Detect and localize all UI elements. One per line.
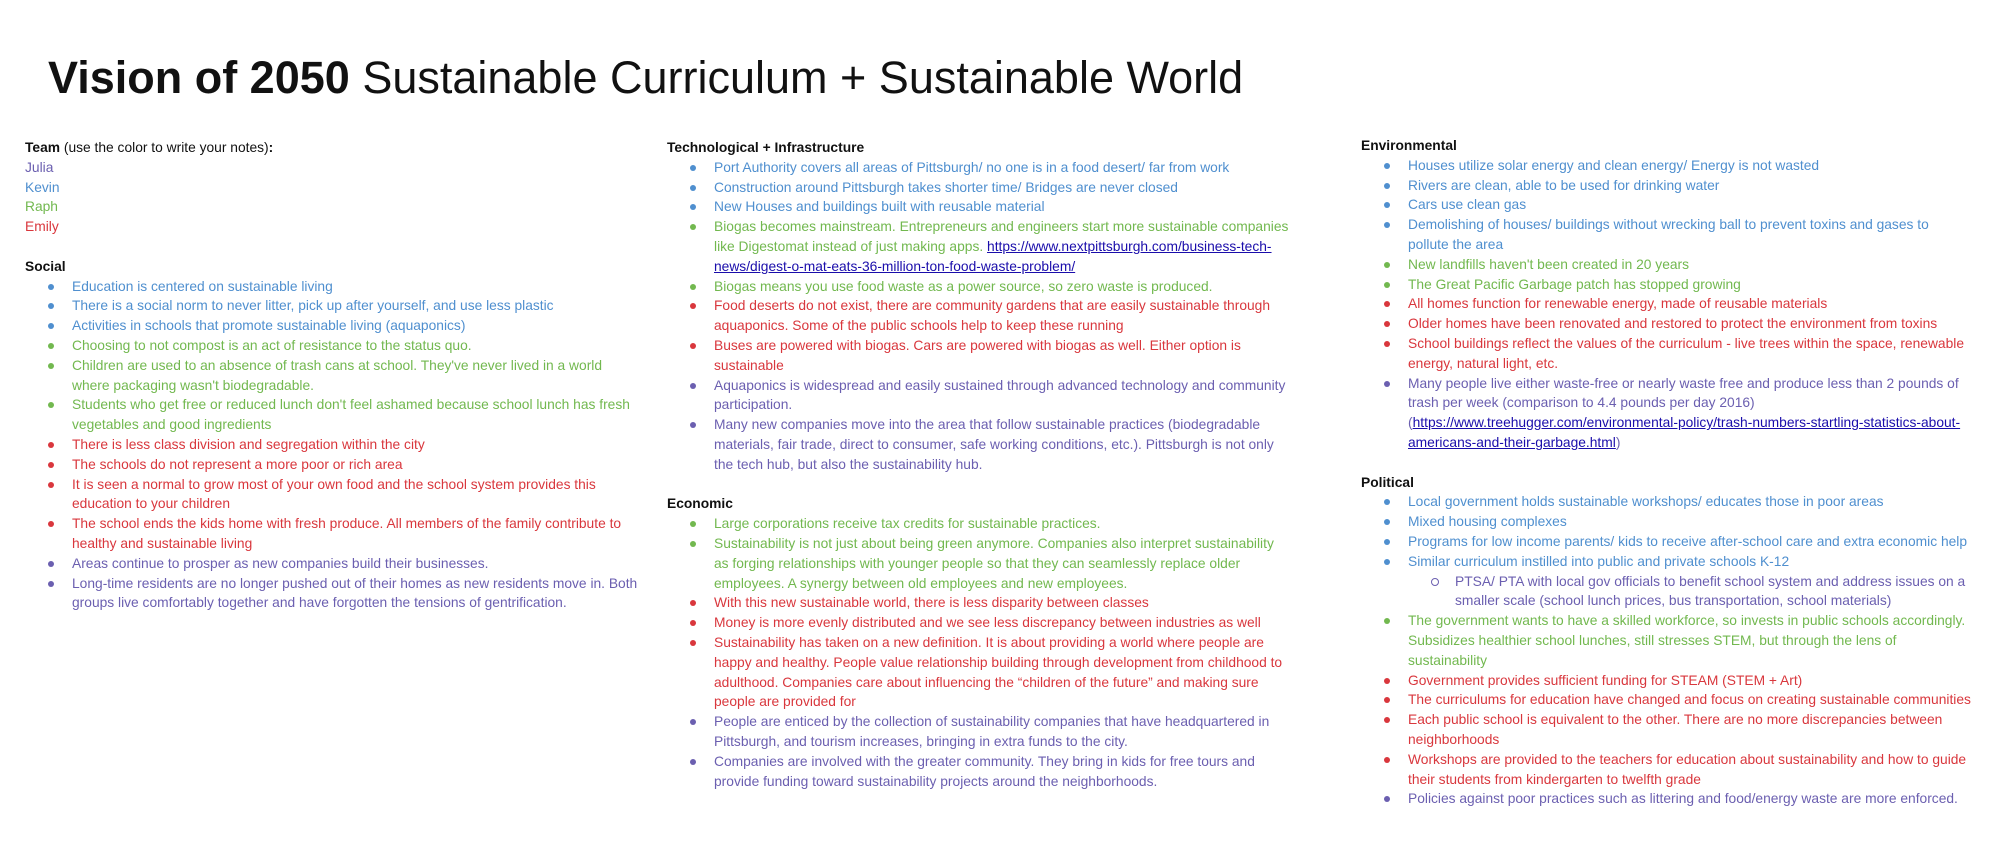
list-item-text: There is a social norm to never litter, pick up after yourself, and use less plastic — [72, 298, 554, 314]
list-item-text: Students who get free or reduced lunch don't feel ashamed because school lunch has fresh vegetables and good ingredients — [72, 397, 630, 433]
reference-link[interactable]: https://www.treehugger.com/environmental-policy/trash-numbers-startling-statistics-about-americans-and-their-garbage.html — [1408, 415, 1961, 450]
bullet-icon — [690, 224, 696, 230]
bullet-icon — [690, 303, 696, 309]
list-item — [1361, 789, 1973, 809]
list-item-text: Programs for low income parents/ kids to receive after-school care and extra economic help — [1408, 533, 1968, 549]
list-item-text: Choosing to not compost is an act of resistance to the status quo. — [72, 337, 472, 353]
list-item — [667, 514, 1292, 534]
list-item — [25, 336, 640, 356]
bullet-icon — [690, 185, 696, 191]
list-item-text: Sustainability is not just about being green anymore. Companies also interpret sustainability as forging relationships with younger people so that they can seamlessly replace older employees. A synergy between old employees and new employees. — [714, 535, 1274, 591]
bullet-icon — [1384, 163, 1390, 169]
environmental-list — [1361, 156, 1973, 453]
list-item-text: School buildings reflect the values of the curriculum - live trees within the space, renewable energy, natural light, etc. — [1408, 335, 1964, 371]
bullet-icon — [1384, 618, 1390, 624]
bullet-icon — [1384, 757, 1390, 763]
list-item — [667, 197, 1292, 217]
link-open-paren: ( — [1408, 415, 1413, 431]
list-item-text: New Houses and buildings built with reusable material — [714, 199, 1045, 215]
list-item — [667, 712, 1292, 752]
list-item-text: Aquaponics is widespread and easily sustained through advanced technology and community participation. — [714, 377, 1286, 413]
list-item — [25, 395, 640, 435]
list-item — [667, 415, 1292, 474]
economic-heading: Economic — [667, 496, 733, 512]
team-member: Emily — [25, 219, 59, 235]
list-item — [1361, 690, 1973, 710]
list-item-text: Houses utilize solar energy and clean energy/ Energy is not wasted — [1408, 157, 1820, 173]
list-item — [25, 356, 640, 396]
list-item-text: Large corporations receive tax credits for sustainable practices. — [714, 516, 1101, 532]
column-middle — [667, 138, 1292, 791]
list-item-text: New landfills haven't been created in 20 years — [1408, 256, 1690, 272]
list-item — [667, 534, 1292, 593]
list-item-text: People are enticed by the collection of sustainability companies that have headquartered in Pittsburgh, and tourism increases, bringing in extra funds to the city. — [714, 714, 1270, 749]
list-item — [667, 217, 1292, 276]
list-item — [1361, 294, 1973, 314]
bullet-icon — [1384, 519, 1390, 525]
list-item — [1361, 215, 1973, 255]
list-item-text: Buses are powered with biogas. Cars are powered with biogas as well. Either option is sustainable — [714, 337, 1241, 373]
team-label: Team — [25, 140, 61, 155]
list-item — [1361, 611, 1973, 670]
list-item-text: Long-time residents are no longer pushed out of their homes as new residents move in. Both groups live comfortably together and have forgotten the tensions of gentrification. — [72, 575, 638, 611]
list-item-text: Older homes have been renovated and restored to protect the environment from toxins — [1408, 316, 1938, 332]
list-item-text: Port Authority covers all areas of Pittsburgh/ no one is in a food desert/ far from work — [714, 159, 1230, 175]
list-item-text: Money is more evenly distributed and we see less discrepancy between industries as well — [714, 615, 1261, 631]
list-item — [667, 613, 1292, 633]
list-item-text: Children are used to an absence of trash cans at school. They've never lived in a world where packaging wasn't biodegradable. — [72, 357, 603, 393]
bullet-icon — [1384, 321, 1390, 327]
list-item — [667, 158, 1292, 178]
bullet-icon — [1384, 341, 1390, 347]
list-item — [1361, 492, 1973, 512]
bullet-icon — [690, 600, 696, 606]
bullet-icon — [48, 442, 54, 448]
list-item-text: With this new sustainable world, there is less disparity between classes — [714, 595, 1149, 611]
bullet-icon — [690, 719, 696, 725]
social-list — [25, 277, 640, 614]
list-item — [667, 376, 1292, 416]
bullet-icon — [48, 561, 54, 567]
reference-link[interactable]: https://www.nextpittsburgh.com/business-tech-news/digest-o-mat-eats-36-million-ton-food-waste-problem/ — [714, 238, 1272, 274]
column-right — [1361, 136, 1973, 809]
list-item-text: The government wants to have a skilled workforce, so invests in public schools accordingly. Subsidizes healthier school lunches, still stresses STEM, but through the lens of sustainability — [1408, 613, 1966, 668]
list-item-text: All homes function for renewable energy, made of reusable materials — [1408, 296, 1828, 312]
bullet-icon — [1384, 678, 1390, 684]
bullet-icon — [1384, 381, 1390, 387]
list-item-text: The Great Pacific Garbage patch has stopped growing — [1408, 276, 1741, 292]
bullet-icon — [48, 343, 54, 349]
bullet-icon — [690, 541, 696, 547]
economic-list — [667, 514, 1292, 791]
list-item-text: Rivers are clean, able to be used for drinking water — [1408, 177, 1720, 193]
bullet-icon — [1384, 796, 1390, 802]
list-item-text: Biogas means you use food waste as a power source, so zero waste is produced. — [714, 278, 1213, 294]
list-item — [1361, 176, 1973, 196]
list-item-text: Activities in schools that promote sustainable living (aquaponics) — [72, 318, 466, 334]
political-list — [1361, 492, 1973, 809]
bullet-icon — [48, 521, 54, 527]
team-colon: : — [268, 140, 274, 155]
bullet-icon — [690, 284, 696, 290]
team-note: (use the color to write your notes) — [63, 140, 269, 155]
team-member: Raph — [25, 199, 58, 215]
list-item — [1361, 314, 1973, 334]
bullet-icon — [690, 640, 696, 646]
list-item — [25, 277, 640, 297]
list-item — [1361, 750, 1973, 790]
bullet-icon — [1384, 539, 1390, 545]
bullet-icon — [690, 204, 696, 210]
bullet-icon — [690, 521, 696, 527]
list-item — [667, 336, 1292, 376]
sub-list-item — [1361, 572, 1973, 612]
list-item — [25, 296, 640, 316]
list-item-text: Government provides sufficient funding for STEAM (STEM + Art) — [1408, 672, 1803, 688]
list-item — [1361, 156, 1973, 176]
title-rest: Sustainable Curriculum + Sustainable World — [362, 52, 1244, 103]
list-item-text: Areas continue to prosper as new companies build their businesses. — [72, 555, 489, 571]
bullet-icon — [1384, 202, 1390, 208]
list-item-text: The schools do not represent a more poor or rich area — [72, 456, 403, 472]
page-title — [48, 50, 1243, 106]
list-item-text: Construction around Pittsburgh takes shorter time/ Bridges are never closed — [714, 179, 1178, 195]
bullet-icon — [690, 165, 696, 171]
bullet-icon — [1384, 499, 1390, 505]
list-item — [25, 475, 640, 515]
list-item-text: Companies are involved with the greater community. They bring in kids for free tours and provide funding toward sustainability projects around the neighborhoods. — [714, 753, 1255, 789]
list-item-text: Demolishing of houses/ buildings without wrecking ball to prevent toxins and gases to pollute the area — [1408, 217, 1929, 252]
list-item — [667, 178, 1292, 198]
bullet-icon — [1384, 559, 1390, 565]
list-item-text: Each public school is equivalent to the other. There are no more discrepancies between neighborhoods — [1408, 712, 1943, 747]
bullet-icon — [1384, 262, 1390, 268]
list-item — [1361, 710, 1973, 750]
bullet-icon — [1384, 301, 1390, 307]
bullet-icon — [1384, 222, 1390, 228]
bullet-icon — [48, 363, 54, 369]
column-left — [25, 138, 640, 613]
political-heading: Political — [1361, 474, 1414, 490]
list-item — [667, 633, 1292, 712]
list-item-text: Many people live either waste-free or nearly waste free and produce less than 2 pounds of trash per week (comparison to 4.4 pounds per day 2016) — [1408, 375, 1959, 411]
bullet-icon — [690, 343, 696, 349]
list-item-text: There is less class division and segregation within the city — [72, 436, 425, 452]
bullet-icon — [690, 759, 696, 765]
list-item-text: Similar curriculum instilled into public and private schools K-12 — [1408, 553, 1790, 569]
list-item-text: Mixed housing complexes — [1408, 514, 1567, 530]
bullet-icon — [48, 402, 54, 408]
bullet-icon — [48, 462, 54, 468]
list-item-text: It is seen a normal to grow most of your own food and the school system provides this education to your children — [72, 476, 596, 512]
team-member: Kevin — [25, 179, 60, 195]
list-item-text: Sustainability has taken on a new definition. It is about providing a world where people are happy and healthy. People value relationship building through development from childhood to adulthood. Companies care about influencing the “children of the future” and making sure people are provided for — [714, 634, 1283, 710]
list-item-text: Policies against poor practices such as littering and food/energy waste are more enforced. — [1408, 791, 1958, 807]
bullet-icon — [48, 581, 54, 587]
social-heading: Social — [25, 258, 66, 274]
list-item-text: Food deserts do not exist, there are community gardens that are easily sustainable through aquaponics. Some of the public schools help to keep these running — [714, 298, 1271, 334]
bullet-icon — [48, 482, 54, 488]
environmental-heading: Environmental — [1361, 138, 1457, 153]
list-item-text: Many new companies move into the area that follow sustainable practices (biodegradable materials, fair trade, direct to consumer, safe working conditions, etc.). Pittsburgh is not only the tech hub, but also the sustainability hub. — [714, 417, 1274, 472]
title-bold: Vision of 2050 — [48, 52, 350, 103]
list-item — [667, 593, 1292, 613]
list-item-text: The school ends the kids home with fresh produce. All members of the family contribute to healthy and sustainable living — [72, 516, 622, 551]
list-item — [1361, 195, 1973, 215]
list-item — [25, 455, 640, 475]
list-item — [1361, 552, 1973, 572]
list-item-text: Cars use clean gas — [1408, 197, 1527, 213]
list-item — [1361, 255, 1973, 275]
list-item — [667, 296, 1292, 336]
list-item — [25, 554, 640, 574]
team-header — [25, 138, 640, 158]
list-item — [1361, 275, 1973, 295]
list-item-text: Biogas becomes mainstream. Entrepreneurs and engineers start more sustainable companies like Digestomat instead of just making apps. — [714, 219, 1289, 254]
tech-heading: Technological + Infrastructure — [667, 140, 865, 155]
bullet-icon — [48, 323, 54, 329]
list-item-text: The curriculums for education have changed and focus on creating sustainable communities — [1408, 692, 1971, 708]
list-item — [25, 316, 640, 336]
list-item-text: Workshops are provided to the teachers for education about sustainability and how to guide their students from kindergarten to twelfth grade — [1408, 751, 1967, 787]
bullet-icon — [1384, 717, 1390, 723]
list-item-text: Local government holds sustainable workshops/ educates those in poor areas — [1408, 494, 1884, 510]
list-item — [1361, 512, 1973, 532]
bullet-icon — [48, 303, 54, 309]
list-item — [1361, 671, 1973, 691]
list-item-text: Education is centered on sustainable living — [72, 278, 333, 294]
list-item — [1361, 334, 1973, 374]
tech-list — [667, 158, 1292, 475]
bullet-icon — [690, 620, 696, 626]
bullet-icon — [690, 383, 696, 389]
bullet-icon — [1384, 697, 1390, 703]
team-member: Julia — [25, 159, 54, 175]
list-item — [667, 752, 1292, 792]
bullet-icon — [48, 284, 54, 290]
list-item — [667, 277, 1292, 297]
link-close-paren: ) — [1615, 434, 1621, 450]
team-members — [25, 158, 640, 237]
hollow-bullet-icon — [1431, 578, 1439, 586]
bullet-icon — [1384, 282, 1390, 288]
bullet-icon — [1384, 183, 1390, 189]
list-item — [25, 435, 640, 455]
list-item-text: PTSA/ PTA with local gov officials to benefit school system and address issues on a smaller scale (school lunch prices, bus transportation, school materials) — [1455, 573, 1966, 609]
list-item — [25, 514, 640, 554]
bullet-icon — [690, 422, 696, 428]
list-item — [25, 574, 640, 614]
list-item — [1361, 374, 1973, 453]
list-item — [1361, 532, 1973, 552]
